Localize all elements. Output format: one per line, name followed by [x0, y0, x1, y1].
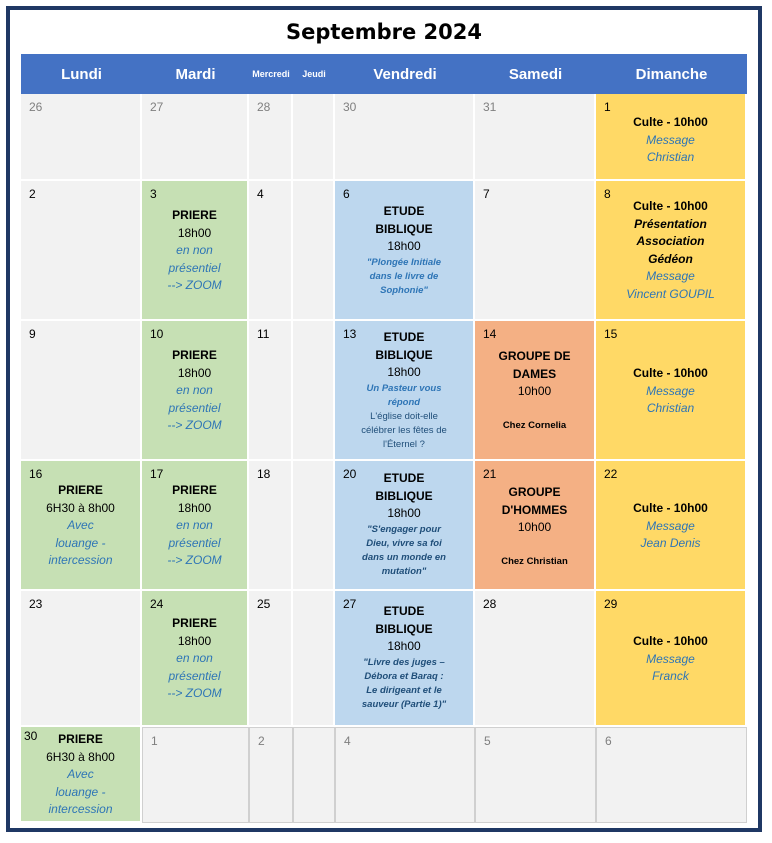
- event-title: ETUDE: [383, 471, 425, 485]
- event-note: en non: [176, 651, 213, 665]
- event-title: Culte - 10h00: [633, 501, 708, 515]
- event-detail: Présentation: [634, 216, 707, 231]
- event-title: ETUDE: [383, 204, 425, 218]
- day-cell[interactable]: [249, 591, 293, 727]
- event-detail: Gédéon: [648, 251, 693, 266]
- event-message-label: Message: [646, 651, 695, 666]
- day-number: 5: [484, 734, 491, 748]
- event-time: 18h00: [387, 639, 421, 653]
- day-cell[interactable]: [475, 94, 596, 181]
- event-message-label: Message: [646, 269, 695, 283]
- event-subject: répond: [387, 396, 421, 408]
- day-cell[interactable]: [21, 181, 142, 321]
- event-host: Chez Cornelia: [502, 419, 567, 431]
- event-subject: "Plongée Initiale: [366, 256, 442, 268]
- header-jeudi: Jeudi: [302, 69, 326, 79]
- event-note: --> ZOOM: [167, 418, 222, 432]
- calendar-title: Septembre 2024: [286, 20, 482, 44]
- day-cell[interactable]: [335, 727, 475, 823]
- event-title: PRIERE: [172, 208, 217, 222]
- event-message-label: Message: [646, 518, 695, 533]
- day-number: 6: [605, 734, 612, 748]
- day-number: 30: [24, 729, 38, 743]
- header-mardi: Mardi: [175, 65, 216, 83]
- event-question: célébrer les fêtes de: [361, 424, 447, 436]
- day-number: 1: [604, 100, 611, 114]
- event-note: présentiel: [168, 400, 221, 415]
- event-time: 18h00: [177, 365, 212, 380]
- event-question: L'église doit-elle: [370, 410, 438, 422]
- day-number: 30: [343, 100, 357, 114]
- event-title: D'HOMMES: [501, 502, 568, 517]
- day-cell[interactable]: [21, 591, 142, 727]
- day-number: 29: [604, 597, 618, 611]
- event-note: intercession: [48, 553, 113, 567]
- day-number: 28: [257, 100, 271, 114]
- day-number: 15: [604, 327, 618, 341]
- event-subject: Débora et Baraq :: [364, 670, 444, 682]
- event-subject: Un Pasteur vous: [366, 382, 442, 394]
- event-title: BIBLIQUE: [375, 221, 433, 236]
- day-cell[interactable]: [293, 461, 335, 591]
- event-title: PRIERE: [58, 732, 103, 746]
- event-note: --> ZOOM: [167, 553, 222, 567]
- day-number: 27: [343, 597, 357, 611]
- event-message-label: Message: [646, 132, 695, 147]
- header-lundi: Lundi: [61, 65, 102, 83]
- day-number: 16: [29, 467, 43, 481]
- event-note: présentiel: [168, 535, 221, 550]
- day-number: 4: [344, 734, 351, 748]
- event-note: Avec: [67, 518, 94, 532]
- day-cell[interactable]: [293, 181, 335, 321]
- event-time: 6H30 à 8h00: [46, 500, 115, 515]
- culte-event[interactable]: [596, 461, 747, 591]
- event-title: PRIERE: [58, 483, 103, 497]
- day-cell[interactable]: [596, 727, 747, 823]
- event-title: GROUPE DE: [498, 349, 571, 363]
- header-mercredi: Mercredi: [252, 69, 290, 79]
- event-speaker: Christian: [646, 401, 695, 415]
- day-number: 4: [257, 187, 264, 201]
- event-title: Culte - 10h00: [633, 366, 708, 380]
- event-note: Avec: [67, 767, 94, 781]
- event-subject: dans un monde en: [362, 551, 446, 563]
- day-cell[interactable]: [249, 94, 293, 181]
- event-subject: Dieu, vivre sa foi: [366, 537, 442, 549]
- event-note: en non: [176, 518, 213, 532]
- event-time: 6H30 à 8h00: [46, 749, 115, 764]
- event-title: BIBLIQUE: [375, 488, 433, 503]
- event-speaker: Christian: [646, 150, 695, 164]
- etude-event[interactable]: [335, 321, 475, 461]
- day-cell[interactable]: [249, 321, 293, 461]
- header-samedi: Samedi: [508, 65, 563, 83]
- day-number: 25: [257, 597, 271, 611]
- day-cell[interactable]: [335, 94, 475, 181]
- event-note: --> ZOOM: [167, 686, 222, 700]
- etude-event[interactable]: [335, 461, 475, 591]
- event-time: 18h00: [387, 506, 421, 520]
- etude-event[interactable]: [335, 591, 475, 727]
- event-note: en non: [176, 243, 213, 257]
- event-time: 18h00: [387, 239, 421, 253]
- header-dimanche: Dimanche: [635, 65, 708, 83]
- priere-event[interactable]: [21, 461, 142, 591]
- event-host: Chez Christian: [501, 555, 568, 567]
- event-title: DAMES: [512, 366, 557, 381]
- day-cell[interactable]: [21, 321, 142, 461]
- priere-event[interactable]: [142, 461, 249, 591]
- day-number: 20: [343, 467, 357, 481]
- day-cell[interactable]: [293, 591, 335, 727]
- culte-event[interactable]: [596, 181, 747, 321]
- event-title: PRIERE: [172, 616, 217, 630]
- day-cell[interactable]: [142, 94, 249, 181]
- event-note: louange -: [55, 535, 106, 550]
- day-number: 28: [483, 597, 497, 611]
- event-time: 10h00: [517, 520, 552, 534]
- day-number: 23: [29, 597, 43, 611]
- event-note: en non: [176, 383, 213, 397]
- day-number: 9: [29, 327, 36, 341]
- event-time: 18h00: [177, 633, 212, 648]
- day-number: 27: [150, 100, 164, 114]
- event-note: louange -: [55, 784, 106, 799]
- priere-event[interactable]: [21, 727, 142, 823]
- day-number: 22: [604, 467, 618, 481]
- day-number: 10: [150, 327, 164, 341]
- day-number: 14: [483, 327, 497, 341]
- event-title: Culte - 10h00: [633, 115, 708, 129]
- event-title: Culte - 10h00: [633, 634, 708, 648]
- day-number: 3: [150, 187, 157, 201]
- calendar-grid: [21, 54, 747, 825]
- event-time: 18h00: [177, 500, 212, 515]
- culte-event[interactable]: [596, 321, 747, 461]
- event-time: 10h00: [517, 384, 552, 398]
- day-number: 13: [343, 327, 357, 341]
- event-message-label: Message: [646, 383, 695, 398]
- day-cell[interactable]: [142, 727, 249, 823]
- day-cell[interactable]: [249, 461, 293, 591]
- event-speaker: Vincent GOUPIL: [626, 286, 715, 301]
- day-cell[interactable]: [475, 591, 596, 727]
- event-note: --> ZOOM: [167, 278, 222, 292]
- day-number: 11: [257, 327, 270, 341]
- day-number: 7: [483, 187, 490, 201]
- event-title: Culte - 10h00: [633, 199, 708, 213]
- day-number: 21: [483, 467, 497, 481]
- day-number: 26: [29, 100, 43, 114]
- culte-event[interactable]: [596, 591, 747, 727]
- event-title: ETUDE: [383, 330, 425, 344]
- priere-event[interactable]: [142, 181, 249, 321]
- day-number: 8: [604, 187, 611, 201]
- event-time: 18h00: [387, 365, 421, 379]
- day-cell[interactable]: [293, 727, 335, 823]
- day-cell[interactable]: [249, 727, 293, 823]
- groupe-event[interactable]: [475, 321, 596, 461]
- event-question: l'Éternel ?: [383, 438, 425, 450]
- day-cell[interactable]: [475, 181, 596, 321]
- day-number: 1: [151, 734, 158, 748]
- event-note: présentiel: [168, 668, 221, 683]
- day-number: 24: [150, 597, 164, 611]
- day-number: 17: [150, 467, 164, 481]
- day-number: 31: [483, 100, 497, 114]
- day-cell[interactable]: [249, 181, 293, 321]
- event-subject: sauveur (Partie 1)": [361, 698, 447, 710]
- priere-event[interactable]: [142, 321, 249, 461]
- etude-event[interactable]: [335, 181, 475, 321]
- event-speaker: Franck: [652, 669, 689, 683]
- event-subject: Le dirigeant et le: [366, 684, 442, 696]
- day-cell[interactable]: [475, 727, 596, 823]
- day-number: 6: [343, 187, 350, 201]
- event-subject: dans le livre de: [369, 270, 439, 282]
- event-subject: "Livre des juges –: [363, 656, 445, 668]
- event-subject: mutation": [381, 565, 427, 577]
- event-note: présentiel: [168, 260, 221, 275]
- event-title: BIBLIQUE: [375, 347, 433, 362]
- event-detail: Association: [636, 234, 705, 248]
- day-cell[interactable]: [21, 94, 142, 181]
- culte-event[interactable]: [596, 94, 747, 181]
- event-title: PRIERE: [172, 348, 217, 362]
- event-note: intercession: [48, 802, 113, 816]
- groupe-event[interactable]: [475, 461, 596, 591]
- event-title: PRIERE: [172, 483, 217, 497]
- event-subject: "S'engager pour: [367, 523, 441, 535]
- weekday-header: [21, 54, 747, 94]
- event-title: GROUPE: [508, 485, 561, 499]
- event-title: ETUDE: [383, 604, 425, 618]
- event-subject: Sophonie": [380, 284, 428, 296]
- header-vendredi: Vendredi: [373, 65, 437, 83]
- priere-event[interactable]: [142, 591, 249, 727]
- day-number: 18: [257, 467, 271, 481]
- day-number: 2: [258, 734, 265, 748]
- event-speaker: Jean Denis: [640, 536, 701, 550]
- day-cell[interactable]: [293, 321, 335, 461]
- event-title: BIBLIQUE: [375, 621, 433, 636]
- day-number: 2: [29, 187, 36, 201]
- day-cell[interactable]: [293, 94, 335, 181]
- event-time: 18h00: [177, 225, 212, 240]
